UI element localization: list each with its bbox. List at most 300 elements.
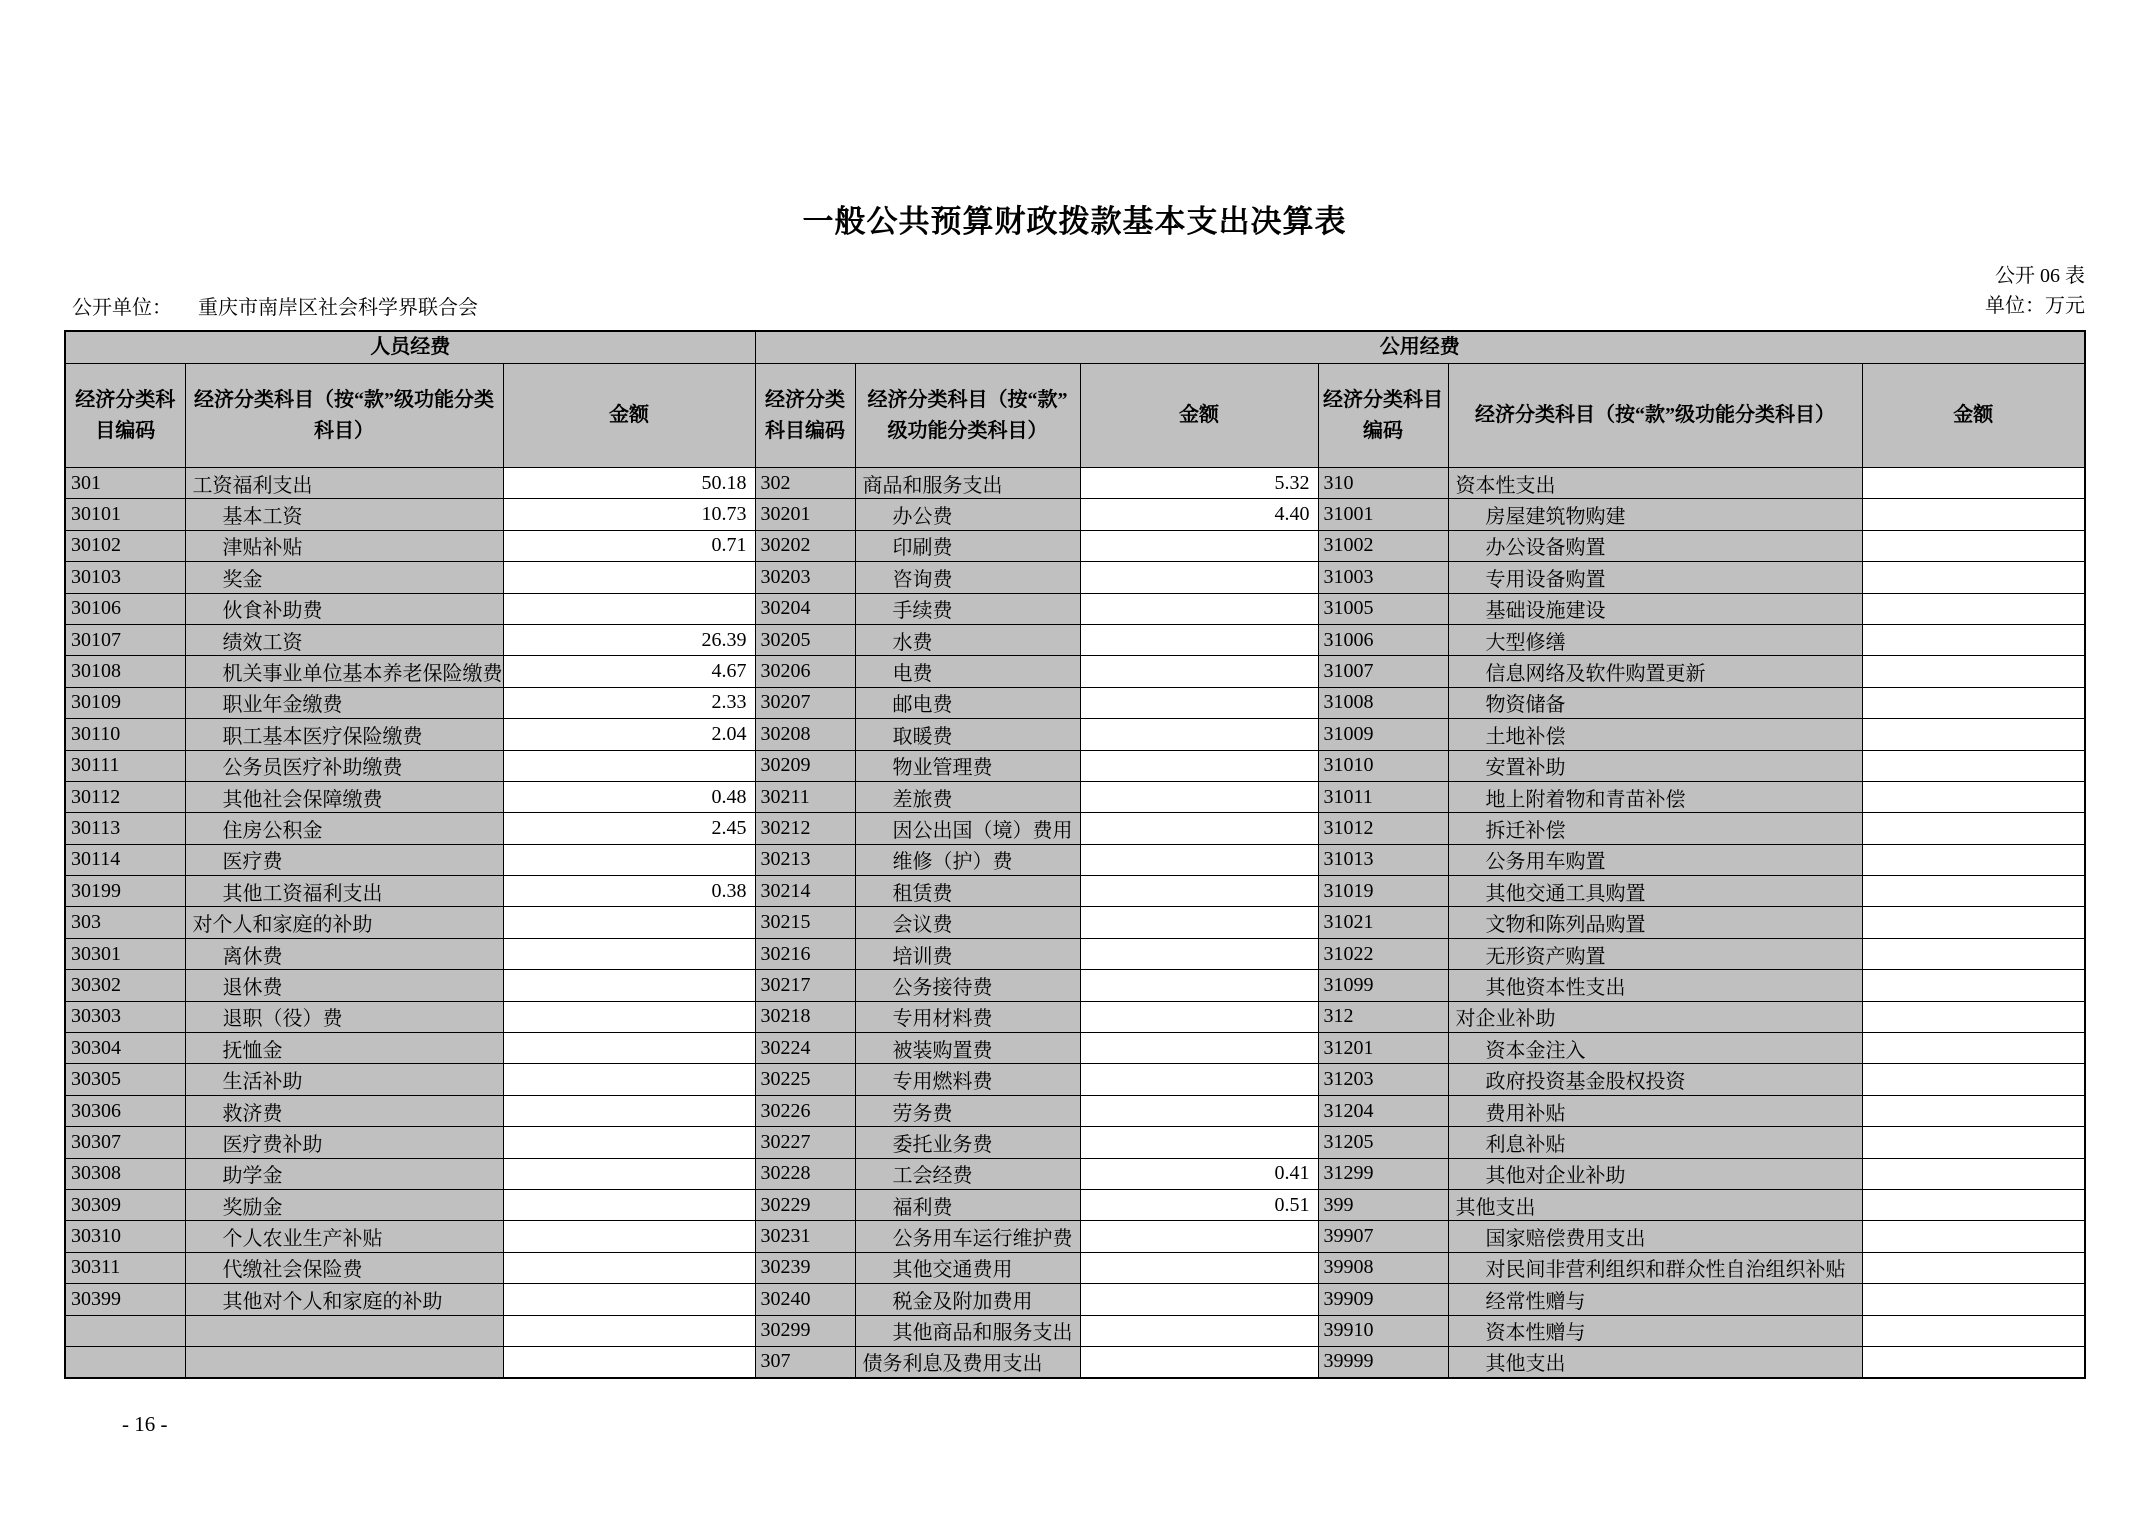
econ-subject-cell: 土地补偿 [1448,719,1862,750]
econ-code-cell: 30399 [65,1284,185,1315]
econ-code-cell: 30211 [755,781,855,812]
amount-cell [1080,1346,1318,1377]
amount-cell [503,1189,755,1220]
econ-code-cell: 30225 [755,1064,855,1095]
econ-subject-cell: 无形资产购置 [1448,938,1862,969]
econ-code-cell: 31299 [1318,1158,1448,1189]
econ-code-cell: 30108 [65,656,185,687]
econ-code-cell: 30240 [755,1284,855,1315]
amount-cell [1080,750,1318,781]
econ-code-cell: 31013 [1318,844,1448,875]
col-header-subject-1: 经济分类科目（按“款”级功能分类科目） [185,364,503,468]
econ-code-cell: 302 [755,468,855,499]
page-title: 一般公共预算财政拨款基本支出决算表 [802,204,1347,239]
table-row [65,938,2085,969]
econ-code-cell: 30113 [65,813,185,844]
econ-code-cell: 301 [65,468,185,499]
econ-subject-cell: 资本性支出 [1448,468,1862,499]
econ-subject-cell: 办公费 [855,499,1080,530]
econ-subject-cell: 手续费 [855,593,1080,624]
econ-code-cell: 31005 [1318,593,1448,624]
econ-code-cell: 30305 [65,1064,185,1095]
amount-cell [503,1127,755,1158]
econ-subject-cell: 邮电费 [855,687,1080,718]
econ-subject-cell: 医疗费补助 [185,1127,503,1158]
econ-code-cell: 30207 [755,687,855,718]
econ-subject-cell: 政府投资基金股权投资 [1448,1064,1862,1095]
amount-cell [1862,687,2085,718]
amount-cell [1862,938,2085,969]
econ-code-cell: 30205 [755,624,855,655]
econ-code-cell: 310 [1318,468,1448,499]
col-header-code-2: 经济分类科目编码 [755,364,855,468]
econ-subject-cell: 基础设施建设 [1448,593,1862,624]
econ-subject-cell: 劳务费 [855,1095,1080,1126]
col-header-amount-2: 金额 [1080,364,1318,468]
econ-subject-cell [185,1315,503,1346]
unit-label: 单位：万元 [1985,295,2085,317]
table-row [65,813,2085,844]
econ-subject-cell: 生活补助 [185,1064,503,1095]
econ-code-cell: 30228 [755,1158,855,1189]
econ-subject-cell: 专用设备购置 [1448,562,1862,593]
org-label: 公开单位： [72,297,172,319]
amount-cell [1080,970,1318,1001]
econ-subject-cell: 工会经费 [855,1158,1080,1189]
table-group-header-row [65,331,2085,364]
org-name: 重庆市南岸区社会科学界联合会 [198,297,478,319]
econ-code-cell: 399 [1318,1189,1448,1220]
amount-cell [503,970,755,1001]
table-row [65,1189,2085,1220]
amount-cell [503,1158,755,1189]
econ-code-cell: 30208 [755,719,855,750]
econ-subject-cell: 地上附着物和青苗补偿 [1448,781,1862,812]
econ-code-cell: 30111 [65,750,185,781]
table-row [65,1064,2085,1095]
econ-subject-cell: 物资储备 [1448,687,1862,718]
econ-code-cell: 31001 [1318,499,1448,530]
econ-subject-cell: 资本性赠与 [1448,1315,1862,1346]
econ-subject-cell: 其他对企业补助 [1448,1158,1862,1189]
col-header-code-3: 经济分类科目编码 [1318,364,1448,468]
table-row [65,468,2085,499]
amount-cell [503,1252,755,1283]
econ-code-cell: 30209 [755,750,855,781]
amount-cell [1862,1033,2085,1064]
econ-subject-cell: 职业年金缴费 [185,687,503,718]
econ-code-cell: 31203 [1318,1064,1448,1095]
table-row [65,876,2085,907]
econ-subject-cell: 专用燃料费 [855,1064,1080,1095]
econ-code-cell: 30103 [65,562,185,593]
econ-subject-cell: 抚恤金 [185,1033,503,1064]
econ-subject-cell: 对民间非营利组织和群众性自治组织补贴 [1448,1252,1862,1283]
table-row [65,719,2085,750]
amount-cell: 0.71 [503,530,755,561]
econ-subject-cell: 信息网络及软件购置更新 [1448,656,1862,687]
amount-cell [1080,938,1318,969]
econ-code-cell: 30310 [65,1221,185,1252]
amount-cell: 4.40 [1080,499,1318,530]
econ-subject-cell: 助学金 [185,1158,503,1189]
table-row [65,1221,2085,1252]
econ-code-cell: 31006 [1318,624,1448,655]
table-row [65,907,2085,938]
amount-cell: 2.45 [503,813,755,844]
econ-subject-cell: 其他支出 [1448,1189,1862,1220]
table-code-label: 公开 06 表 [1995,265,2085,287]
amount-cell: 0.41 [1080,1158,1318,1189]
econ-subject-cell: 租赁费 [855,876,1080,907]
econ-subject-cell: 安置补助 [1448,750,1862,781]
econ-subject-cell: 差旅费 [855,781,1080,812]
table-row [65,781,2085,812]
econ-subject-cell: 经常性赠与 [1448,1284,1862,1315]
econ-subject-cell: 其他交通工具购置 [1448,876,1862,907]
amount-cell [1862,970,2085,1001]
amount-cell [1080,562,1318,593]
econ-subject-cell: 利息补贴 [1448,1127,1862,1158]
econ-code-cell: 31201 [1318,1033,1448,1064]
amount-cell [1862,593,2085,624]
col-header-amount-1: 金额 [503,364,755,468]
col-header-subject-2: 经济分类科目（按“款”级功能分类科目） [855,364,1080,468]
amount-cell [1862,1189,2085,1220]
econ-subject-cell: 机关事业单位基本养老保险缴费 [185,656,503,687]
publishing-org-line [72,298,478,318]
amount-cell [1080,1284,1318,1315]
econ-subject-cell [185,1346,503,1377]
table-row [65,750,2085,781]
table-row [65,1346,2085,1377]
econ-code-cell: 30212 [755,813,855,844]
econ-code-cell: 30114 [65,844,185,875]
amount-cell [1862,781,2085,812]
econ-code-cell: 30226 [755,1095,855,1126]
econ-subject-cell: 文物和陈列品购置 [1448,907,1862,938]
table-row [65,1284,2085,1315]
amount-cell: 4.67 [503,656,755,687]
amount-cell [1080,844,1318,875]
table-row [65,593,2085,624]
econ-code-cell: 30214 [755,876,855,907]
econ-code-cell: 307 [755,1346,855,1377]
amount-cell [1862,719,2085,750]
amount-cell [503,1001,755,1032]
econ-code-cell: 39909 [1318,1284,1448,1315]
amount-cell [1862,844,2085,875]
table-row [65,970,2085,1001]
econ-code-cell: 30231 [755,1221,855,1252]
econ-subject-cell: 取暖费 [855,719,1080,750]
econ-code-cell: 30216 [755,938,855,969]
econ-code-cell: 39907 [1318,1221,1448,1252]
econ-code-cell: 30110 [65,719,185,750]
econ-code-cell: 31099 [1318,970,1448,1001]
amount-cell [1080,1033,1318,1064]
amount-cell [1862,1221,2085,1252]
econ-subject-cell: 物业管理费 [855,750,1080,781]
econ-subject-cell: 工资福利支出 [185,468,503,499]
table-row [65,1033,2085,1064]
col-header-subject-3: 经济分类科目（按“款”级功能分类科目） [1448,364,1862,468]
econ-subject-cell: 对个人和家庭的补助 [185,907,503,938]
econ-code-cell: 30203 [755,562,855,593]
econ-code-cell: 30304 [65,1033,185,1064]
econ-code-cell: 30306 [65,1095,185,1126]
econ-subject-cell: 福利费 [855,1189,1080,1220]
econ-subject-cell: 其他支出 [1448,1346,1862,1377]
econ-subject-cell: 公务接待费 [855,970,1080,1001]
econ-code-cell: 30206 [755,656,855,687]
amount-cell [1080,876,1318,907]
amount-cell [1080,1221,1318,1252]
table-row [65,656,2085,687]
amount-cell [1862,876,2085,907]
econ-code-cell: 30309 [65,1189,185,1220]
amount-cell [1862,750,2085,781]
table-row [65,844,2085,875]
econ-code-cell: 31012 [1318,813,1448,844]
econ-code-cell: 30299 [755,1315,855,1346]
econ-code-cell: 31022 [1318,938,1448,969]
amount-cell [1862,1284,2085,1315]
econ-code-cell: 30303 [65,1001,185,1032]
econ-subject-cell: 专用材料费 [855,1001,1080,1032]
econ-code-cell: 30102 [65,530,185,561]
amount-cell [1862,656,2085,687]
page-number: - 16 - [122,1412,168,1436]
econ-subject-cell: 因公出国（境）费用 [855,813,1080,844]
amount-cell [1862,1346,2085,1377]
econ-subject-cell: 其他资本性支出 [1448,970,1862,1001]
econ-code-cell: 30218 [755,1001,855,1032]
econ-code-cell: 30217 [755,970,855,1001]
expenditure-table [64,330,2086,1379]
table-row [65,687,2085,718]
econ-subject-cell: 公务用车购置 [1448,844,1862,875]
amount-cell [503,1095,755,1126]
amount-cell: 0.51 [1080,1189,1318,1220]
econ-subject-cell: 咨询费 [855,562,1080,593]
econ-subject-cell: 办公设备购置 [1448,530,1862,561]
econ-code-cell: 312 [1318,1001,1448,1032]
econ-subject-cell: 个人农业生产补贴 [185,1221,503,1252]
econ-code-cell: 30239 [755,1252,855,1283]
econ-code-cell: 30204 [755,593,855,624]
amount-cell [1862,499,2085,530]
econ-code-cell: 30301 [65,938,185,969]
table-row [65,1127,2085,1158]
econ-subject-cell: 拆迁补偿 [1448,813,1862,844]
econ-code-cell: 30308 [65,1158,185,1189]
econ-subject-cell: 房屋建筑物购建 [1448,499,1862,530]
econ-subject-cell: 其他商品和服务支出 [855,1315,1080,1346]
econ-code-cell: 31002 [1318,530,1448,561]
amount-cell [503,562,755,593]
econ-code-cell: 31021 [1318,907,1448,938]
econ-code-cell: 30229 [755,1189,855,1220]
amount-cell [1080,1252,1318,1283]
amount-cell [1862,624,2085,655]
econ-code-cell [65,1346,185,1377]
econ-subject-cell: 伙食补助费 [185,593,503,624]
econ-code-cell: 30101 [65,499,185,530]
econ-subject-cell: 公务用车运行维护费 [855,1221,1080,1252]
amount-cell [503,1284,755,1315]
econ-subject-cell: 委托业务费 [855,1127,1080,1158]
amount-cell [503,1346,755,1377]
amount-cell [503,938,755,969]
amount-cell [1862,1315,2085,1346]
group-header-public: 公用经费 [755,331,2085,364]
econ-subject-cell: 其他工资福利支出 [185,876,503,907]
table-row [65,530,2085,561]
econ-subject-cell: 债务利息及费用支出 [855,1346,1080,1377]
col-header-amount-3: 金额 [1862,364,2085,468]
econ-subject-cell: 代缴社会保险费 [185,1252,503,1283]
econ-subject-cell: 医疗费 [185,844,503,875]
amount-cell: 0.38 [503,876,755,907]
econ-code-cell: 31008 [1318,687,1448,718]
econ-code-cell: 30202 [755,530,855,561]
econ-code-cell: 30311 [65,1252,185,1283]
amount-cell [1862,907,2085,938]
econ-code-cell: 31003 [1318,562,1448,593]
econ-subject-cell: 电费 [855,656,1080,687]
econ-subject-cell: 救济费 [185,1095,503,1126]
econ-subject-cell: 费用补贴 [1448,1095,1862,1126]
econ-code-cell [65,1315,185,1346]
amount-cell [503,844,755,875]
econ-subject-cell: 培训费 [855,938,1080,969]
amount-cell: 2.33 [503,687,755,718]
econ-code-cell: 30213 [755,844,855,875]
amount-cell [1862,1064,2085,1095]
econ-code-cell: 30112 [65,781,185,812]
econ-code-cell: 30302 [65,970,185,1001]
amount-cell [1862,468,2085,499]
amount-cell [1080,1095,1318,1126]
econ-subject-cell: 被装购置费 [855,1033,1080,1064]
amount-cell: 2.04 [503,719,755,750]
econ-subject-cell: 基本工资 [185,499,503,530]
econ-subject-cell: 对企业补助 [1448,1001,1862,1032]
amount-cell [503,750,755,781]
table-row [65,1252,2085,1283]
table-row [65,562,2085,593]
econ-subject-cell: 税金及附加费用 [855,1284,1080,1315]
econ-code-cell: 303 [65,907,185,938]
amount-cell: 10.73 [503,499,755,530]
econ-code-cell: 30201 [755,499,855,530]
econ-subject-cell: 公务员医疗补助缴费 [185,750,503,781]
group-header-personnel: 人员经费 [65,331,755,364]
amount-cell [1080,813,1318,844]
amount-cell [503,907,755,938]
amount-cell [503,1064,755,1095]
amount-cell [1080,593,1318,624]
amount-cell: 5.32 [1080,468,1318,499]
table-row [65,1315,2085,1346]
econ-subject-cell: 维修（护）费 [855,844,1080,875]
econ-subject-cell: 退休费 [185,970,503,1001]
amount-cell [1080,530,1318,561]
econ-code-cell: 30199 [65,876,185,907]
amount-cell [1862,1158,2085,1189]
econ-code-cell: 31204 [1318,1095,1448,1126]
amount-cell: 50.18 [503,468,755,499]
col-header-code-1: 经济分类科目编码 [65,364,185,468]
econ-code-cell: 31007 [1318,656,1448,687]
econ-subject-cell: 津贴补贴 [185,530,503,561]
econ-code-cell: 30107 [65,624,185,655]
table-row [65,1158,2085,1189]
econ-subject-cell: 离休费 [185,938,503,969]
econ-subject-cell: 会议费 [855,907,1080,938]
econ-subject-cell: 国家赔偿费用支出 [1448,1221,1862,1252]
econ-code-cell: 31011 [1318,781,1448,812]
econ-code-cell: 30307 [65,1127,185,1158]
amount-cell [1862,1001,2085,1032]
amount-cell [1862,562,2085,593]
amount-cell [1080,907,1318,938]
amount-cell: 0.48 [503,781,755,812]
amount-cell [1862,1095,2085,1126]
econ-subject-cell: 印刷费 [855,530,1080,561]
amount-cell [503,1221,755,1252]
econ-subject-cell: 其他社会保障缴费 [185,781,503,812]
econ-code-cell: 30109 [65,687,185,718]
econ-subject-cell: 大型修缮 [1448,624,1862,655]
econ-subject-cell: 其他交通费用 [855,1252,1080,1283]
amount-cell [503,1315,755,1346]
table-row [65,1095,2085,1126]
econ-code-cell: 39908 [1318,1252,1448,1283]
econ-code-cell: 31010 [1318,750,1448,781]
econ-subject-cell: 住房公积金 [185,813,503,844]
econ-subject-cell: 职工基本医疗保险缴费 [185,719,503,750]
amount-cell [503,593,755,624]
amount-cell [1862,1127,2085,1158]
econ-subject-cell: 奖励金 [185,1189,503,1220]
table-row [65,499,2085,530]
econ-code-cell: 31205 [1318,1127,1448,1158]
amount-cell [1080,1001,1318,1032]
amount-cell [1862,813,2085,844]
amount-cell [1080,1315,1318,1346]
amount-cell [1080,656,1318,687]
amount-cell [1080,1127,1318,1158]
amount-cell [503,1033,755,1064]
amount-cell [1862,530,2085,561]
econ-code-cell: 39999 [1318,1346,1448,1377]
econ-code-cell: 39910 [1318,1315,1448,1346]
econ-code-cell: 31009 [1318,719,1448,750]
amount-cell [1080,1064,1318,1095]
amount-cell [1080,781,1318,812]
econ-subject-cell: 退职（役）费 [185,1001,503,1032]
table-row [65,1001,2085,1032]
econ-code-cell: 30224 [755,1033,855,1064]
amount-cell [1080,687,1318,718]
econ-subject-cell: 其他对个人和家庭的补助 [185,1284,503,1315]
table-row [65,624,2085,655]
econ-subject-cell: 资本金注入 [1448,1033,1862,1064]
econ-code-cell: 30106 [65,593,185,624]
econ-code-cell: 31019 [1318,876,1448,907]
